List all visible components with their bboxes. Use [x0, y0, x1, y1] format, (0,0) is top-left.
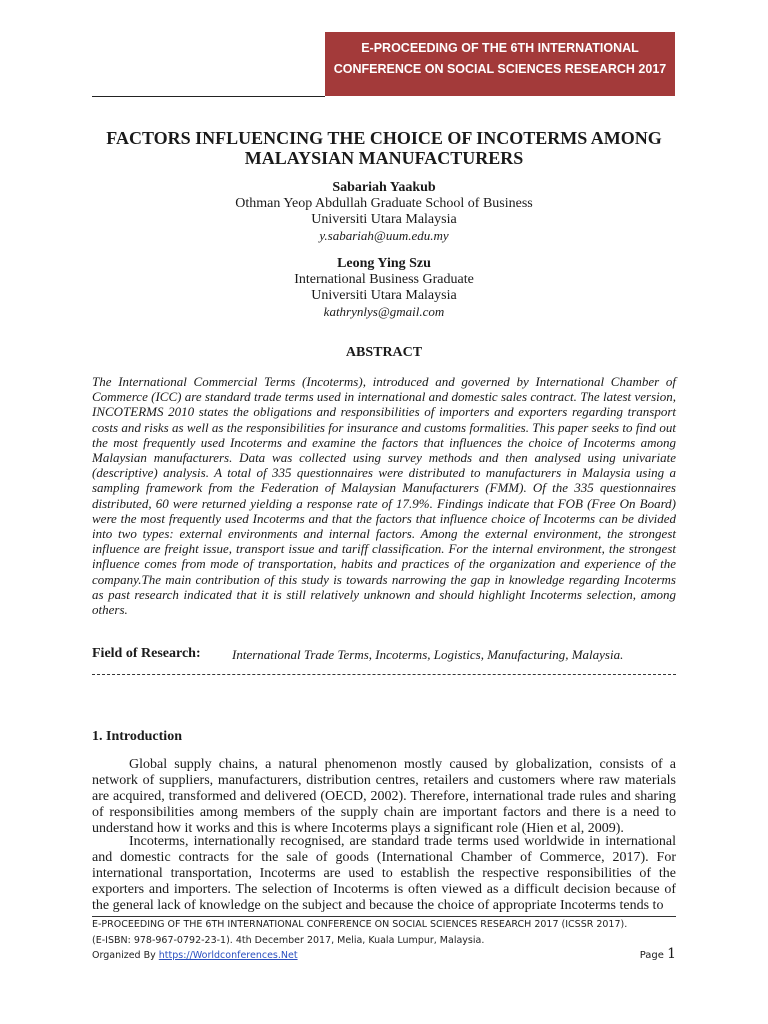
author-email: y.sabariah@uum.edu.my	[319, 228, 449, 243]
section-heading: 1. Introduction	[92, 729, 182, 744]
banner-line-2: CONFERENCE ON SOCIAL SCIENCES RESEARCH 2017	[333, 62, 667, 76]
footer-organized	[92, 950, 676, 961]
intro-paragraph-2: Incoterms, internationally recognised, are standard trade terms used worldwide in international and domestic contracts for the sale of goods (International Chamber of Commerce, 2017). For international transportation, Incoterms are used to establish the respective responsibilities of the exporters and importers. The selection of Incoterms is often viewed as a difficult decision because of the general lack of knowledge on the subject and because the choice of appropriate Incoterms tends to	[92, 834, 676, 913]
author-email: kathrynlys@gmail.com	[323, 304, 445, 319]
footer-line-1: E-PROCEEDING OF THE 6TH INTERNATIONAL CONFERENCE ON SOCIAL SCIENCES RESEARCH 2017 (ICSSR 2017).	[92, 919, 628, 930]
footer-line-2: (E-ISBN: 978-967-0792-23-1). 4th December 2017, Melia, Kuala Lumpur, Malaysia.	[92, 935, 485, 946]
banner-line-1: E-PROCEEDING OF THE 6TH INTERNATIONAL	[361, 41, 639, 55]
field-label: Field of Research:	[92, 646, 201, 661]
organized-label: Organized By	[92, 950, 159, 961]
abstract-text: The International Commercial Terms (Incoterms), introduced and governed by International Chamber of Commerce (ICC) are standard trade terms used in international and domestic sales contract. The latest version, INCOTERMS 2010 states the obligations and responsibilities of importers and exporters regarding transport costs and risks as well as the responsibilities for insurance and customs formalities. This paper seeks to find out the most frequently used Incoterms and examine the factors that influences the choice of Incoterms among Malaysian manufacturers. Data was collected using survey methods and then analysed using univariate (descriptive) analysis. A total of 335 questionnaires were distributed to manufacturers in Malaysia using a sampling framework from the Federation of Malaysian Manufacturers (FMM). Of the 335 questionnaires distributed, 60 were returned yielding a response rate of 17.9%. Findings indicate that FOB (Free On Board) were the most frequently used Incoterms and that the factors that influence choice of Incoterms can be divided into two types: external environments and internal factors. Among the external environment, the strongest influence are freight issue, transport issue and tariff classification. For the internal environment, the strongest influence comes from mode of transportation, habits and practices of the organization and experience of the company.The main contribution of this study is towards narrowing the gap in knowledge regarding Incoterms as past research indicated that it is still relatively unknown and should highlight Incoterms selection, among others.	[92, 374, 676, 618]
author-block-1	[92, 180, 676, 244]
field-of-research	[92, 646, 624, 662]
page-number-value: 1	[667, 946, 676, 962]
author-name: Sabariah Yaakub	[332, 180, 436, 195]
conference-banner	[325, 32, 675, 96]
intro-paragraph-1: Global supply chains, a natural phenomenon mostly caused by globalization, consists of a network of suppliers, manufacturers, distribution centres, retailers and customers where raw materials are acquired, transformed and delivered (OECD, 2002). Therefore, international trade rules and sharing of responsibilities among members of the supply chain are important factors and there is a need to understand how it works and this is where Incoterms plays a significant role (Hien et al, 2009).	[92, 757, 676, 836]
abstract-heading: ABSTRACT	[345, 345, 423, 360]
paper-title-line-2: MALAYSIAN MANUFACTURERS	[244, 148, 524, 168]
author-block-2	[92, 256, 676, 320]
page-number	[640, 946, 676, 962]
field-value: International Trade Terms, Incoterms, Logistics, Manufacturing, Malaysia.	[232, 647, 624, 662]
section-divider	[92, 674, 676, 675]
footer-rule	[92, 916, 676, 917]
author-affiliation: Othman Yeop Abdullah Graduate School of Business	[235, 196, 533, 211]
author-affiliation: Universiti Utara Malaysia	[311, 288, 457, 303]
author-affiliation: Universiti Utara Malaysia	[311, 212, 457, 227]
author-name: Leong Ying Szu	[337, 256, 431, 271]
paper-title-line-1: FACTORS INFLUENCING THE CHOICE OF INCOTERMS AMONG	[106, 128, 662, 148]
page-label: Page	[639, 950, 668, 961]
header-rule	[92, 96, 325, 97]
organizer-link[interactable]: https://Worldconferences.Net	[158, 950, 298, 961]
author-affiliation: International Business Graduate	[294, 272, 474, 287]
